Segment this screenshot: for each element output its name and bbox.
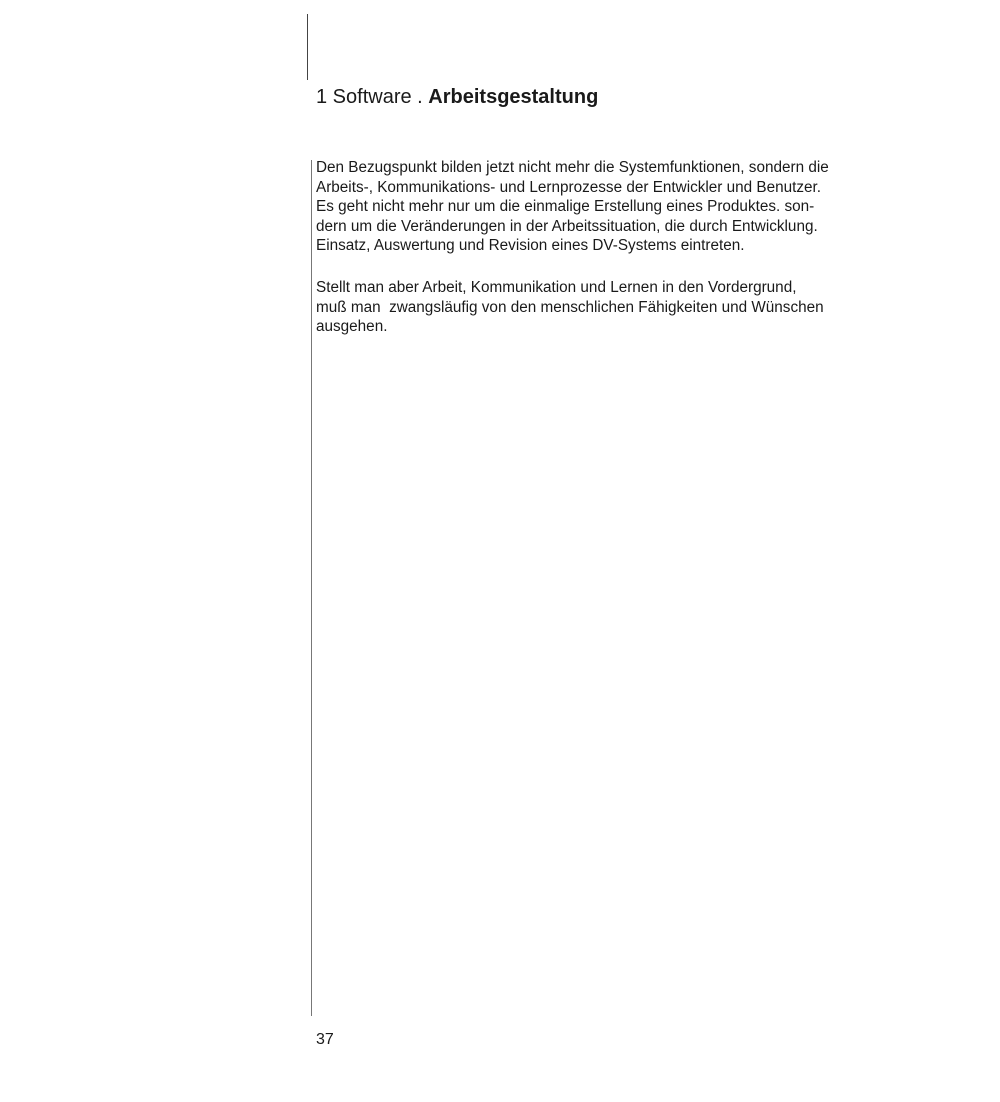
topic-label: Arbeitsgestaltung (428, 86, 599, 108)
text-line: dern um die Veränderungen in der Arbeitssituation, die durch Entwicklung. (316, 217, 818, 235)
paragraph-1 (316, 158, 986, 256)
chapter-label: 1 Software (316, 86, 412, 108)
body-text (316, 158, 986, 359)
text-line: Den Bezugspunkt bilden jetzt nicht mehr die Systemfunktionen, sondern die (316, 159, 829, 176)
paragraph-2 (316, 278, 986, 337)
body-margin-rule (311, 160, 312, 1016)
page-title (316, 86, 598, 109)
header-margin-rule (307, 14, 308, 80)
page-number: 37 (316, 1031, 334, 1048)
text-line: Arbeits-, Kommunikations- und Lernprozesse der Entwickler und Benutzer. (316, 178, 822, 196)
text-line: Es geht nicht mehr nur um die einmalige Erstellung eines Produktes. son- (316, 198, 815, 216)
text-line: Stellt man aber Arbeit, Kommunikation und Lernen in den Vordergrund, (316, 278, 797, 296)
text-line: muß man zwangsläufig von den menschlichen Fähigkeiten und Wünschen (316, 298, 824, 316)
title-separator: . (411, 86, 429, 108)
text-line: ausgehen. (316, 318, 388, 336)
text-line: Einsatz, Auswertung und Revision eines DV-Systems eintreten. (316, 237, 745, 255)
